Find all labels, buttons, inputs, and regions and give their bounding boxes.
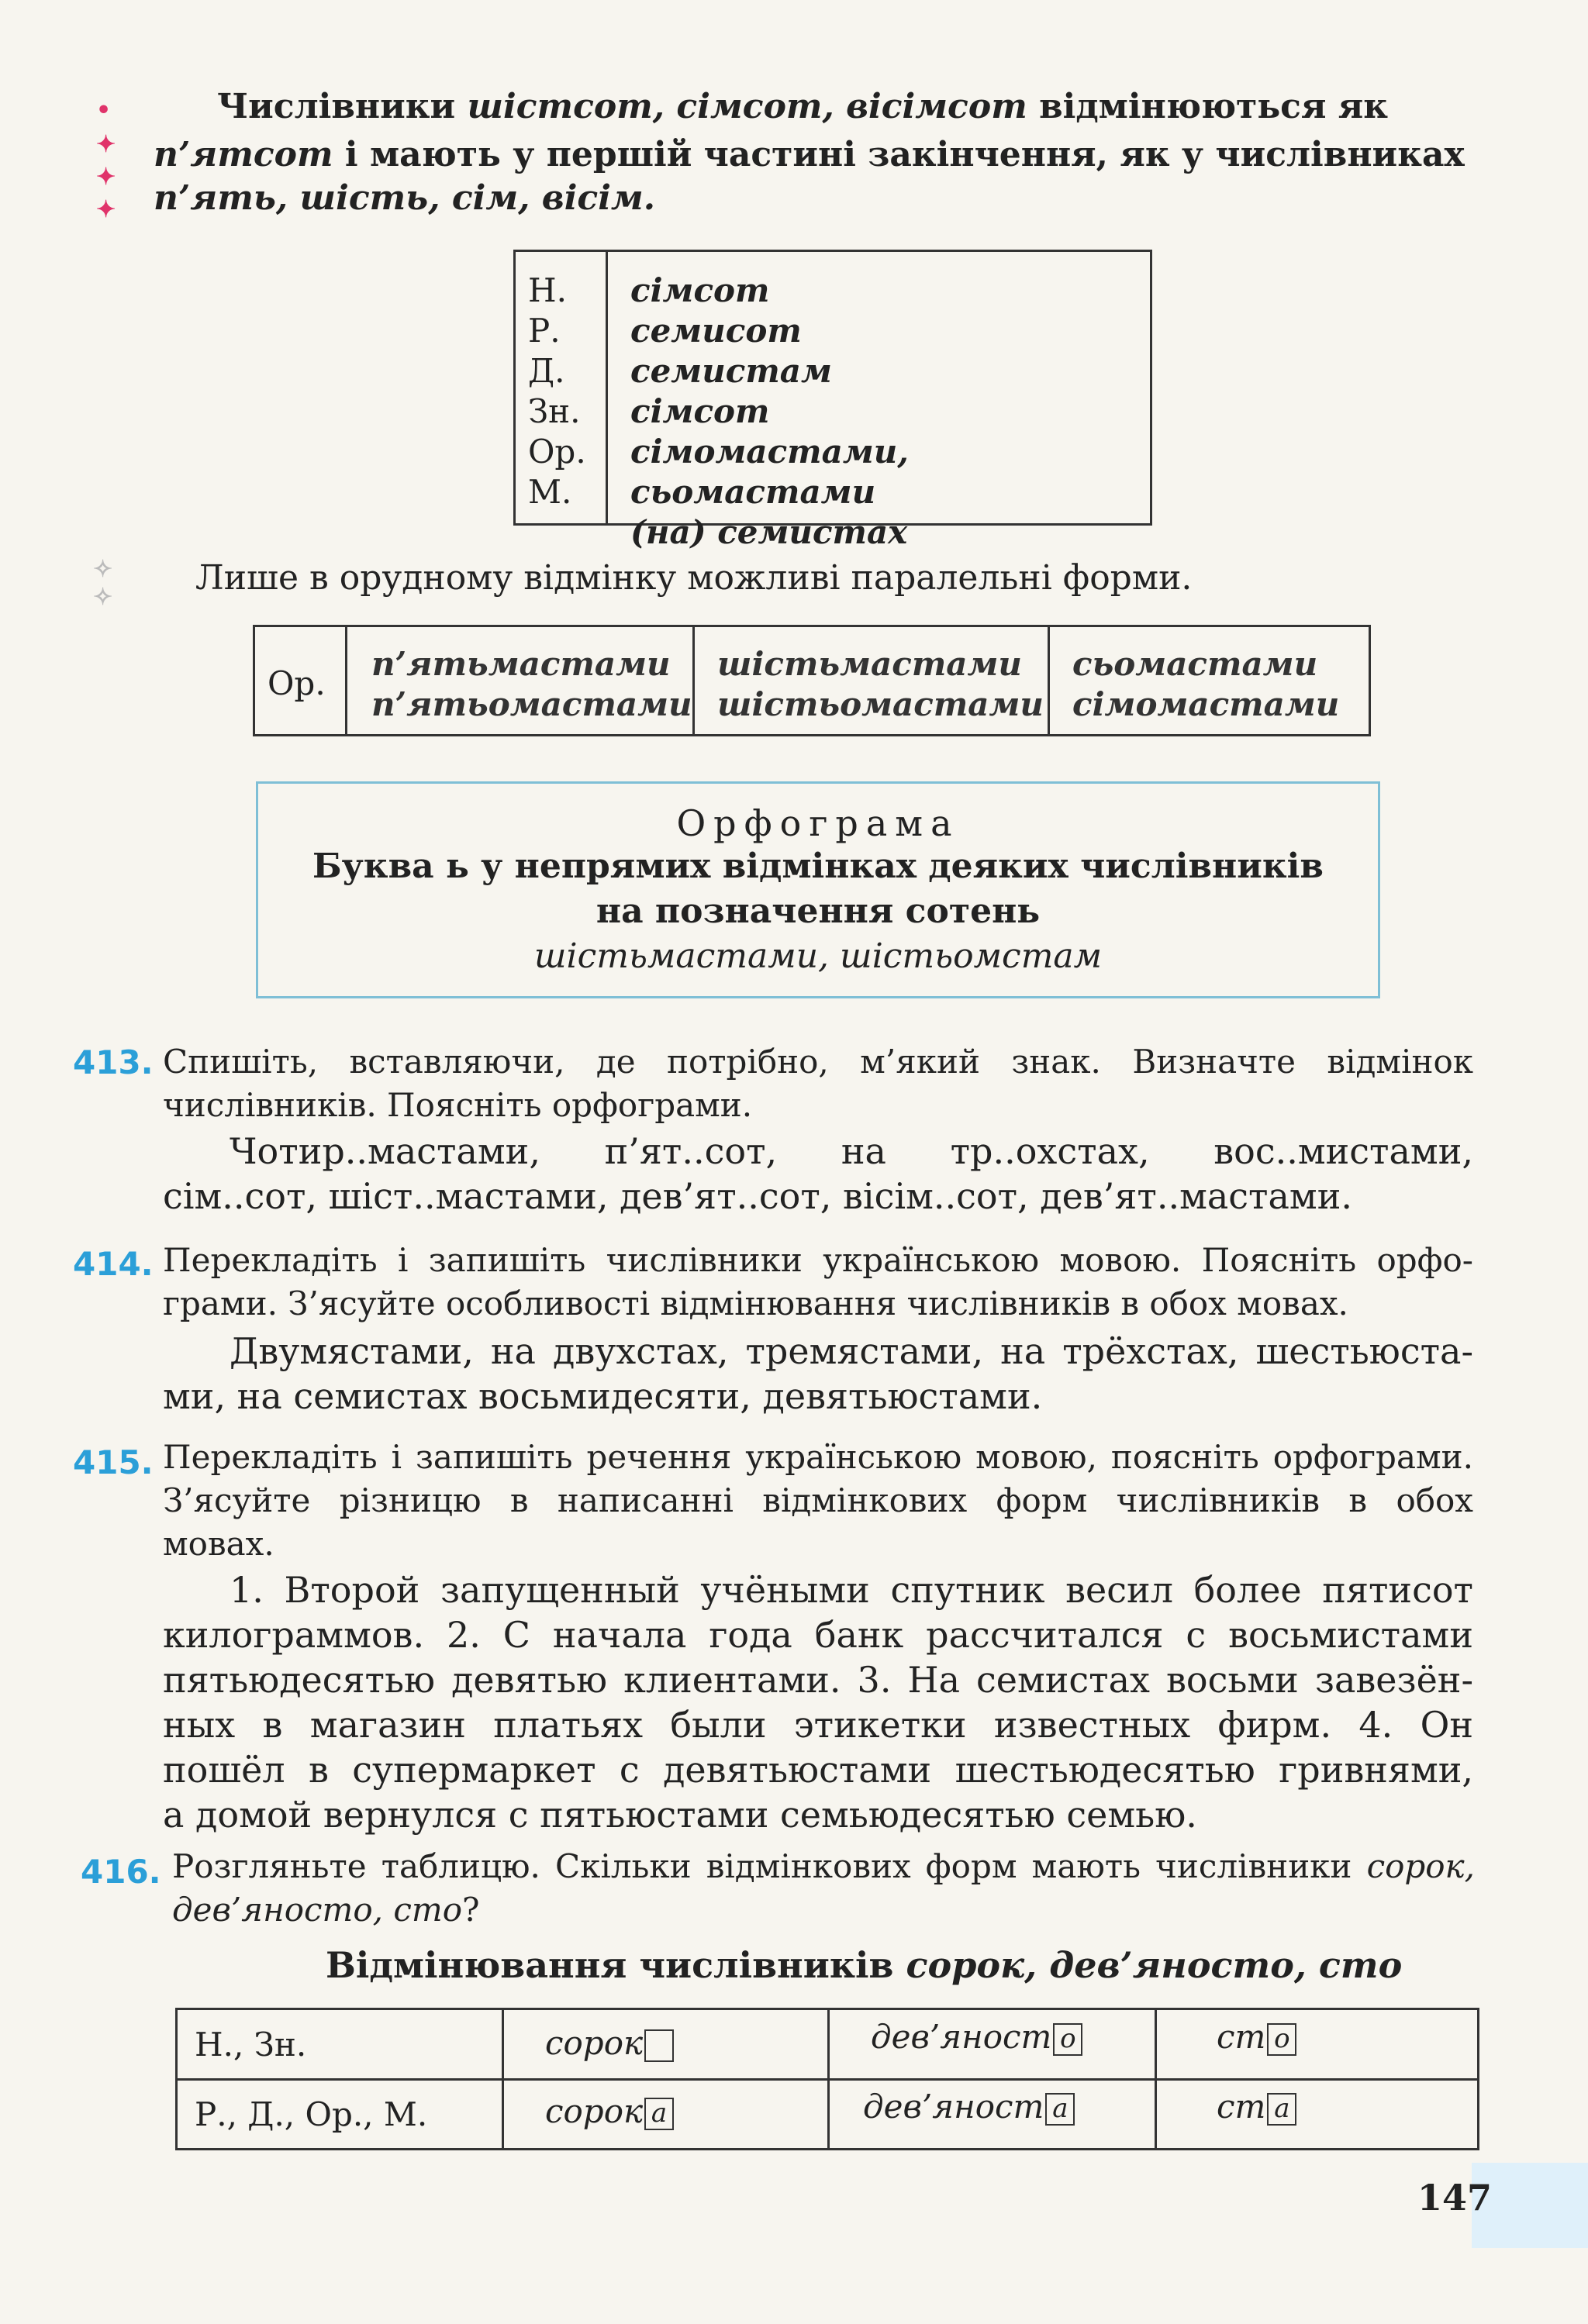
case-label: Н. (528, 271, 567, 309)
exercise-number: 415. (73, 1443, 154, 1481)
intro-line-1: Числівники шістсот, сімсот, вісімсот відмінюються як (217, 87, 1389, 126)
column-divider (1048, 627, 1050, 734)
text-line: килограммов. 2. С начала года банк рассчитался с восьмистами (163, 1614, 1473, 1656)
bullet-marker: ✦ (96, 164, 116, 191)
text-line: 1. Второй запущенный учёными спутник весил более пятисот (230, 1569, 1473, 1611)
task-line: числівників. Поясніть орфограми. (163, 1086, 753, 1124)
parallel-forms-note: Лише в орудному відмінку можливі паралельні форми. (195, 558, 1193, 598)
exercise-text (163, 1567, 1473, 1837)
case-label: Зн. (528, 392, 581, 430)
task-line: мовах. (163, 1525, 274, 1563)
orthogram-example: шістьмастами, шістьомстам (533, 936, 1103, 976)
form-variant: п’ятьомастами (371, 685, 692, 723)
task-line: грами. З’ясуйте особливості відмінювання числівників в обох мовах. (163, 1284, 1348, 1322)
page-number: 147 (1417, 2177, 1493, 2219)
case-form: сімсот (630, 392, 770, 430)
case-label: Ор. (528, 433, 586, 471)
case-label: Р. (528, 312, 561, 350)
text-line: Чотир..мастами, п’ят..сот, на тр..охстах, вос..мистами, (230, 1130, 1473, 1172)
form-cell: ст а (1217, 2088, 1296, 2126)
case-label: Д. (528, 352, 565, 390)
bullet-marker: ✦ (96, 196, 116, 223)
case-form: сімсот (630, 271, 770, 309)
form-column (630, 271, 1150, 553)
form-cell: дев’яност о (871, 2018, 1082, 2056)
form-variant: шістьомастами (717, 685, 1044, 723)
form-variant: сьомастами (1072, 645, 1318, 683)
row-label: Р., Д., Ор., М. (195, 2095, 428, 2133)
column-divider (345, 627, 347, 734)
form-variant: шістьмастами (717, 645, 1022, 683)
orthogram-rule: на позначення сотень (596, 891, 1041, 931)
exercise-text (163, 1329, 1473, 1419)
text-line: ных в магазин платьях были этикетки известных фирм. 4. Он (163, 1704, 1473, 1746)
case-form: семистам (630, 352, 832, 390)
row-label: Н., Зн. (195, 2026, 307, 2064)
form-cell (1072, 644, 1339, 725)
bullet-marker: ✦ (96, 131, 116, 158)
bullet-marker: ✧ (93, 584, 113, 611)
task-line: Перекладіть і запишіть речення українською мовою, поясніть орфограми. (163, 1438, 1473, 1476)
orthogram-box (256, 781, 1380, 998)
bullet-marker: ✧ (93, 556, 113, 583)
ending-box: о (1053, 2023, 1082, 2056)
text-line: пошёл в супермаркет с девятьюстами шестьюдесятью гривнями, (163, 1749, 1473, 1791)
column-divider (692, 627, 695, 734)
text-line: Двумястами, на двухстах, тремястами, на трёхстах, шестьюста- (230, 1330, 1473, 1372)
row-divider (178, 2078, 1477, 2081)
declension-table (513, 250, 1152, 551)
ending-box (644, 2029, 674, 2062)
ending-box: а (1267, 2093, 1296, 2126)
numeral-declension-table (175, 2008, 1479, 2150)
task-line: З’ясуйте різницю в написанні відмінкових форм числівників в обох (163, 1481, 1473, 1519)
form-cell: сорок (545, 2024, 674, 2062)
intro-line-2: п’ятсот і мають у першій частині закінчення, як у числівниках (154, 135, 1465, 174)
exercise-task (163, 1040, 1473, 1127)
case-column (528, 271, 586, 512)
form-variant: п’ятьмастами (371, 645, 671, 683)
task-line: Розгляньте таблицю. Скільки відмінкових форм мають числівники сорок, (172, 1847, 1475, 1885)
ending-box: о (1267, 2023, 1296, 2056)
case-form: семисот (630, 312, 802, 350)
orthogram-heading: Орфограма (676, 802, 960, 844)
ending-box: а (1045, 2093, 1075, 2126)
case-form: (на) семистах (630, 513, 908, 551)
text-line: сім..сот, шіст..мастами, дев’ят..сот, вісім..сот, дев’ят..мастами. (163, 1175, 1352, 1217)
case-label: Ор. (268, 664, 326, 702)
form-cell (371, 644, 692, 725)
table-title: Відмінювання числівників сорок, дев’яносто, сто (326, 1944, 1403, 1986)
task-line: Спишіть, вставляючи, де потрібно, м’який знак. Визначте відмінок (163, 1043, 1473, 1081)
exercise-number: 414. (73, 1245, 154, 1283)
exercise-text (163, 1129, 1473, 1219)
form-cell: дев’яност а (863, 2088, 1075, 2126)
form-cell: сорок а (545, 2092, 674, 2130)
task-line: Перекладіть і запишіть числівники українською мовою. Поясніть орфо- (163, 1241, 1473, 1279)
ending-box: а (644, 2098, 674, 2130)
exercise-task (172, 1845, 1475, 1932)
intro-line-3: п’ять, шість, сім, вісім. (154, 178, 656, 218)
text-line: а домой вернулся с пятьюстами семьюдесятью семью. (163, 1794, 1197, 1836)
case-label: М. (528, 473, 572, 511)
form-cell (717, 644, 1044, 725)
exercise-task (163, 1239, 1473, 1326)
text-line: пятьюдесятью девятью клиентами. 3. На семистах восьми завезён- (163, 1659, 1473, 1701)
exercise-number: 416. (81, 1853, 161, 1891)
case-form: сімомастами, сьомастами (630, 433, 909, 511)
parallel-forms-table (253, 625, 1371, 736)
exercise-task (163, 1436, 1473, 1566)
bullet-marker: • (96, 97, 112, 124)
form-variant: сімомастами (1072, 685, 1340, 723)
column-divider (606, 252, 608, 523)
task-line: дев’яносто, сто? (172, 1891, 480, 1929)
text-line: ми, на семистах восьмидесяти, девятьюстами. (163, 1375, 1043, 1417)
form-cell: ст о (1217, 2018, 1296, 2056)
exercise-number: 413. (73, 1043, 154, 1081)
orthogram-rule: Буква ь у непрямих відмінках деяких числівників (312, 847, 1324, 886)
